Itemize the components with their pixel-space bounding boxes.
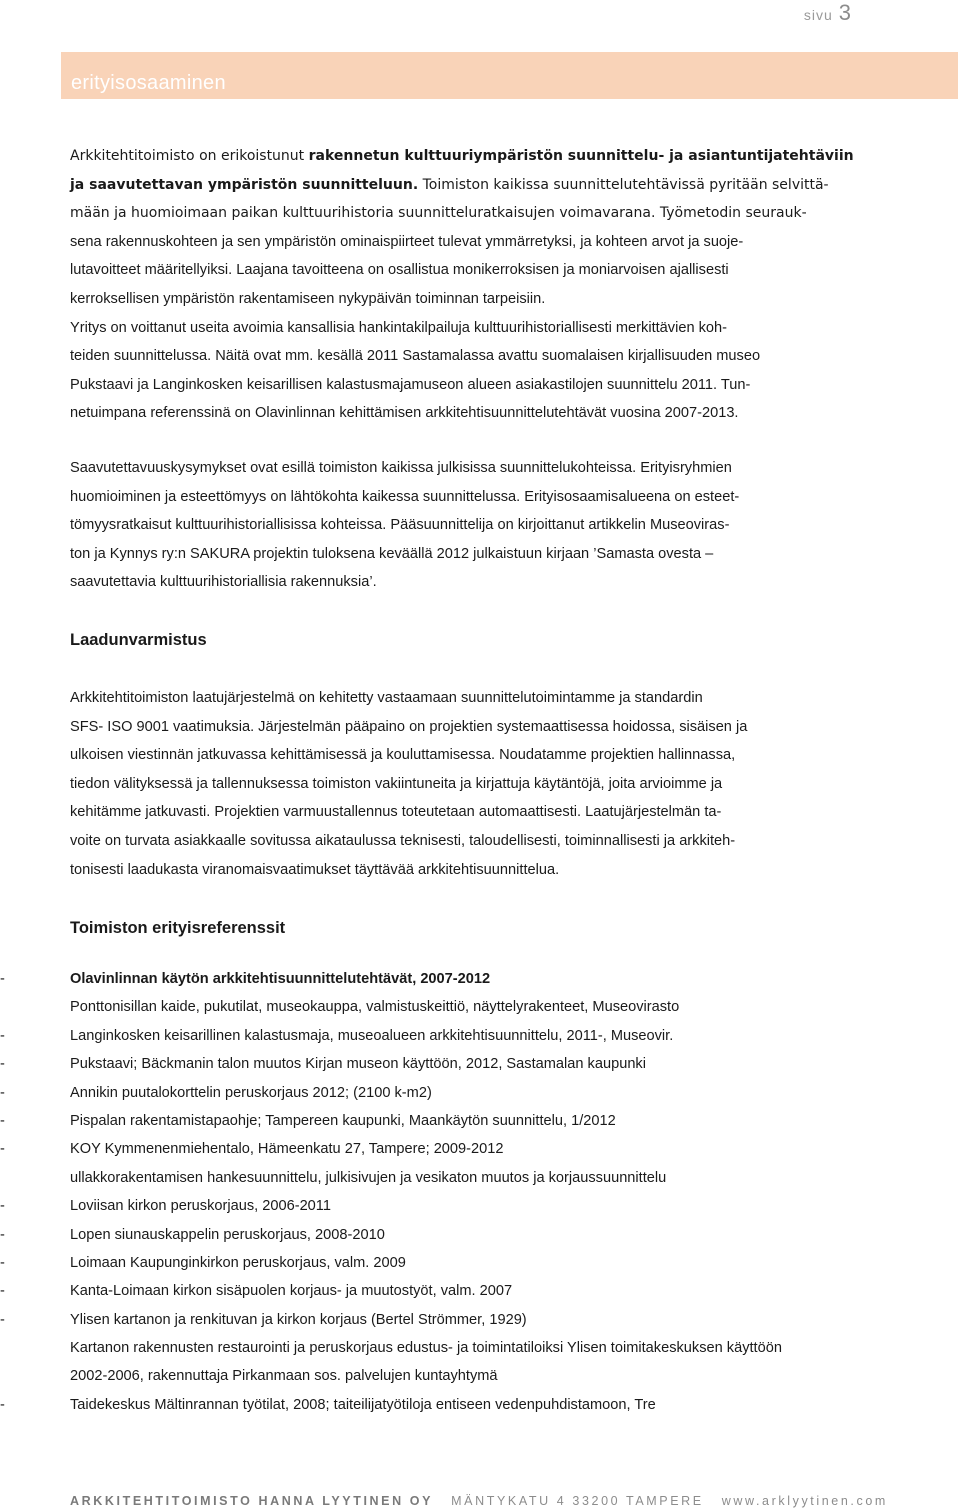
reference-text: Lopen siunauskappelin peruskorjaus, 2008-2010 bbox=[70, 1226, 385, 1243]
footer-address: MÄNTYKATU 4 33200 TAMPERE bbox=[451, 1494, 704, 1508]
footer bbox=[70, 1494, 888, 1508]
intro-line bbox=[70, 142, 900, 171]
reference-item bbox=[70, 993, 950, 1021]
accessibility-line: huomioiminen ja esteettömyys on lähtökohta kaikessa suunnittelussa. Erityisosaamisalueena on esteet- bbox=[70, 488, 740, 505]
intro-line: Pukstaavi ja Langinkosken keisarillisen kalastusmajamuseon alueen asiakastilojen suunnittelu 2011. Tun- bbox=[70, 376, 751, 393]
reference-item bbox=[70, 1164, 950, 1192]
list-dash: - bbox=[0, 971, 5, 987]
reference-text: ullakkorakentamisen hankesuunnittelu, julkisivujen ja vesikaton muutos ja korjaussuunnittelu bbox=[70, 1169, 667, 1186]
list-dash: - bbox=[0, 1027, 5, 1044]
page-number-value: 3 bbox=[838, 0, 852, 25]
reference-item bbox=[0, 1022, 950, 1050]
reference-item bbox=[0, 1277, 950, 1305]
reference-text: Loviisan kirkon peruskorjaus, 2006-2011 bbox=[70, 1198, 331, 1215]
reference-text: Langinkosken keisarillinen kalastusmaja, museoalueen arkkitehtisuunnittelu, 2011-, Museovir. bbox=[70, 1027, 674, 1044]
intro-line: sena rakennuskohteen ja sen ympäristön ominaispiirteet tulevat ymmärretyksi, ja kohteen arvot ja suoje- bbox=[70, 233, 744, 250]
reference-item bbox=[0, 1391, 950, 1419]
reference-text: KOY Kymmenenmiehentalo, Hämeenkatu 27, Tampere; 2009-2012 bbox=[70, 1141, 504, 1158]
accessibility-line: saavutettavia kulttuurihistoriallisia rakennuksia’. bbox=[70, 574, 377, 591]
list-dash: - bbox=[0, 1198, 5, 1215]
reference-item bbox=[70, 1362, 950, 1390]
reference-text: 2002-2006, rakennuttaja Pirkanmaan sos. palvelujen kuntayhtymä bbox=[70, 1368, 498, 1385]
list-dash: - bbox=[0, 1056, 5, 1073]
reference-item bbox=[0, 965, 950, 993]
quality-line: tonisesti laadukasta viranomaisvaatimukset täyttävää arkkitehtisuunnittelua. bbox=[70, 861, 560, 878]
intro-text: mään ja huomioimaan paikan kulttuurihistoria suunnitteluratkaisujen voimavarana. bbox=[70, 205, 656, 222]
accessibility-line: tömyysratkaisut kulttuurihistoriallisissa kohteissa. Pääsuunnittelija on kirjoittanut artikkelin Museoviras- bbox=[70, 517, 730, 534]
list-dash: - bbox=[0, 1112, 5, 1129]
accessibility-line: ton ja Kynnys ry:n SAKURA projektin tuloksena keväällä 2012 julkaistuun kirjaan ’Samasta ovesta – bbox=[70, 545, 714, 562]
reference-text: Pukstaavi; Bäckmanin talon muutos Kirjan museon käyttöön, 2012, Sastamalan kaupunki bbox=[70, 1056, 646, 1073]
list-dash: - bbox=[0, 1084, 5, 1101]
intro-text: Arkkitehtitoimisto on erikoistunut bbox=[70, 148, 309, 164]
quality-line: tiedon välityksessä ja tallennuksessa toimiston vakiintuneita ja kirjattuja käytäntöjä, joita arvioimme ja bbox=[70, 775, 723, 792]
reference-item bbox=[0, 1050, 950, 1078]
quality-heading: Laadunvarmistus bbox=[70, 631, 207, 649]
intro-line: kerroksellisen ympäristön rakentamiseen nykypäivän toiminnan tarpeisiin. bbox=[70, 290, 546, 307]
intro-line bbox=[70, 171, 900, 200]
quality-line: voite on turvata asiakkaalle sovitussa aikataulussa teknisesti, taloudellisesti, toiminnallisesti ja arkkiteh- bbox=[70, 832, 736, 849]
reference-text: Loimaan Kaupunginkirkon peruskorjaus, valm. 2009 bbox=[70, 1254, 406, 1271]
page-number bbox=[804, 0, 852, 26]
quality-line: kehitämme jatkuvasti. Projektien varmuustallennus toteutetaan automaattisesti. Laatujärjestelmän ta- bbox=[70, 804, 722, 821]
reference-text: Kartanon rakennusten restaurointi ja peruskorjaus edustus- ja toimintatiloiksi Ylisen toimitakeskuksen käyttöön bbox=[70, 1340, 782, 1357]
reference-item bbox=[0, 1192, 950, 1220]
reference-text: Annikin puutalokorttelin peruskorjaus 2012; (2100 k-m2) bbox=[70, 1084, 432, 1101]
reference-text: Pispalan rakentamistapaohje; Tampereen kaupunki, Maankäytön suunnittelu, 1/2012 bbox=[70, 1112, 616, 1129]
reference-item bbox=[0, 1135, 950, 1163]
references-heading: Toimiston erityisreferenssit bbox=[70, 919, 286, 937]
intro-bold-text: rakennetun kulttuuriympäristön suunnittelu- ja asiantuntijatehtäviin bbox=[308, 148, 854, 164]
intro-paragraph bbox=[70, 142, 900, 428]
reference-item bbox=[70, 1334, 950, 1362]
references-list bbox=[0, 965, 950, 1419]
reference-text: Kanta-Loimaan kirkon sisäpuolen korjaus- ja muutostyöt, valm. 2007 bbox=[70, 1283, 513, 1300]
quality-line: Arkkitehtitoimiston laatujärjestelmä on kehitetty vastaamaan suunnittelutoimintamme ja standardin bbox=[70, 690, 703, 706]
reference-item bbox=[0, 1221, 950, 1249]
intro-text: Toimiston kaikissa suunnittelutehtävissä pyritään selvittä- bbox=[418, 176, 829, 193]
page-label: sivu bbox=[803, 7, 833, 23]
reference-item bbox=[0, 1107, 950, 1135]
accessibility-line: Saavutettavuuskysymykset ovat esillä toimiston kaikissa julkisissa suunnittelukohteissa. Erityisryhmien bbox=[70, 460, 732, 476]
reference-text: Taidekeskus Mältinrannan työtilat, 2008; taiteilijatyötiloja entiseen vedenpuhdistamoon, Tre bbox=[70, 1396, 656, 1413]
banner-title: erityisosaaminen bbox=[71, 72, 226, 94]
list-dash: - bbox=[0, 1396, 5, 1413]
list-dash: - bbox=[0, 1254, 5, 1271]
quality-line: ulkoisen viestinnän jatkuvassa kehittämisessä ja kouluttamisessa. Noudatamme projektien hallinnassa, bbox=[70, 747, 736, 764]
list-dash: - bbox=[0, 1311, 5, 1328]
reference-item bbox=[0, 1249, 950, 1277]
accessibility-paragraph bbox=[70, 454, 900, 597]
reference-item bbox=[0, 1079, 950, 1107]
footer-firm: ARKKITEHTITOIMISTO HANNA LYYTINEN OY bbox=[70, 1494, 434, 1508]
list-dash: - bbox=[0, 1141, 5, 1158]
list-dash: - bbox=[0, 1283, 5, 1300]
list-dash: - bbox=[0, 1226, 5, 1243]
intro-text: Työmetodin seurauk- bbox=[655, 205, 807, 222]
intro-line: lutavoitteet määritellyiksi. Laajana tavoitteena on osallistua monikerroksisen ja moniarvoisen ajallisesti bbox=[70, 262, 729, 279]
intro-line bbox=[70, 199, 900, 228]
footer-website: www.arklyytinen.com bbox=[721, 1494, 888, 1508]
intro-bold-text: ja saavutettavan ympäristön suunnitteluun. bbox=[70, 176, 419, 193]
quality-line: SFS- ISO 9001 vaatimuksia. Järjestelmän pääpaino on projektien systemaattisessa hoidossa, sisäisen ja bbox=[70, 718, 748, 735]
quality-paragraph bbox=[70, 684, 900, 884]
intro-line: Yritys on voittanut useita avoimia kansallisia hankintakilpailuja kulttuurihistoriallisesti merkittävien koh- bbox=[70, 319, 728, 336]
section-banner bbox=[61, 52, 958, 99]
intro-line: teiden suunnittelussa. Näitä ovat mm. kesällä 2011 Sastamalassa avattu suomalaisen kirjallisuuden museo bbox=[70, 348, 761, 365]
reference-text: Ponttonisillan kaide, pukutilat, museokauppa, valmistuskeittiö, näyttelyrakenteet, Museovirasto bbox=[70, 999, 680, 1016]
reference-text: Olavinlinnan käytön arkkitehtisuunnittelutehtävät, 2007-2012 bbox=[70, 971, 491, 987]
intro-line: netuimpana referenssinä on Olavinlinnan kehittämisen arkkitehtisuunnittelutehtävät vuosina 2007-2013. bbox=[70, 405, 739, 422]
reference-item bbox=[0, 1306, 950, 1334]
reference-text: Ylisen kartanon ja renkituvan ja kirkon korjaus (Bertel Strömmer, 1929) bbox=[70, 1311, 527, 1328]
